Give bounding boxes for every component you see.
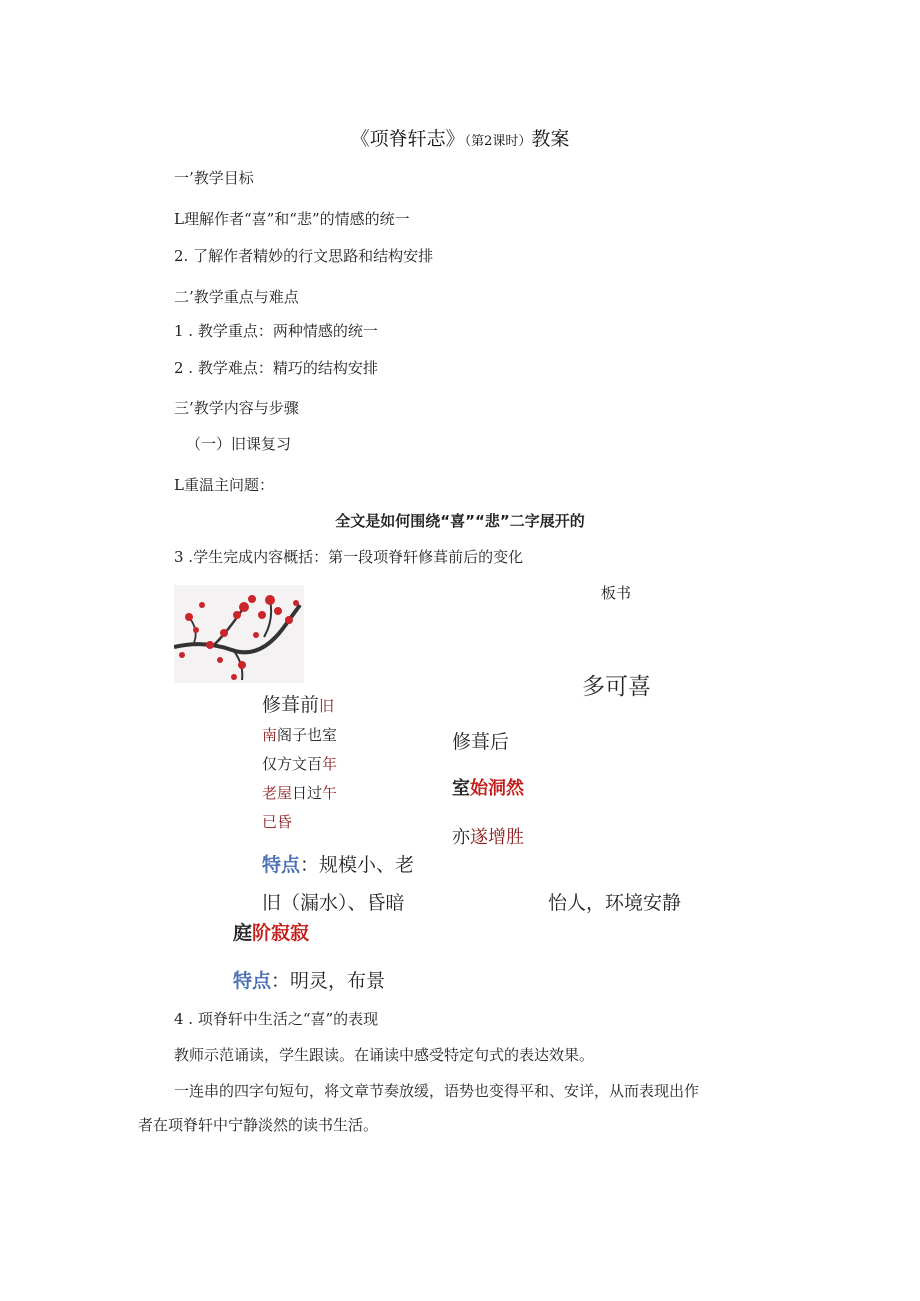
review-item-1: L重温主问题： [174,476,274,494]
board-feature-1: 特点：规模小、老 [262,854,415,876]
board-feature-1-line-2: 旧（漏水）、昏暗 [262,892,405,914]
board-feature-2: 特点：明灵，布景 [233,970,386,992]
plum-blossom-image [174,585,304,683]
section3-heading: 三’教学内容与步骤 [174,399,299,417]
title-main: 《项脊轩志》 [350,128,465,150]
board-ting-line: 庭阶寂寂 [233,922,310,944]
board-after-line-2: 亦遂增胜 [452,827,524,848]
main-question: 全文是如何围绕“喜”“悲”二字展开的 [335,512,585,530]
board-duo-ke-xi: 多可喜 [582,674,651,700]
review-item-3: 3 .学生完成内容概括：第一段项脊轩修葺前后的变化 [174,548,524,566]
key-point-item-2: 2 . 教学难点：精巧的结构安排 [174,359,378,377]
board-before-label: 修葺前旧 [262,694,335,716]
board-before-line-4: 已昏 [262,813,293,831]
section1-heading: 一’教学目标 [174,169,254,187]
board-before-line-2: 仅方文百年 [262,755,338,773]
title-suffix: 教案 [531,128,570,150]
board-label: 板书 [601,584,632,602]
board-before-line-1: 南阁子也室 [262,726,338,744]
paragraph-1: 教师示范诵读，学生跟读。在诵读中感受特定句式的表达效果。 [174,1046,595,1064]
board-after-label: 修葺后 [452,731,510,753]
paragraph-2-line-1: 一连串的四字句短句，将文章节奏放缓，语势也变得平和、安详，从而表现出作 [174,1082,700,1100]
review-subheading: （一）旧课复习 [186,435,292,453]
goal-item-1: L理解作者“喜”和“悲”的情感的统一 [174,210,410,228]
key-point-item-1: 1 . 教学重点：两种情感的统一 [174,322,378,340]
section2-heading: 二’教学重点与难点 [174,288,299,306]
goal-item-2: 2. 了解作者精妙的行文思路和结构安排 [174,247,434,265]
content-item-4: 4 . 项脊轩中生活之“喜”的表现 [174,1010,379,1028]
board-before-line-3: 老屋日过午 [262,784,338,802]
page-title [0,124,920,151]
board-yi-ren: 怡人，环境安静 [548,892,682,914]
board-after-line-1: 室始洞然 [452,778,524,799]
paragraph-2-line-2: 者在项脊轩中宁静淡然的读书生活。 [138,1116,379,1134]
title-sub: （第2课时） [464,134,532,149]
